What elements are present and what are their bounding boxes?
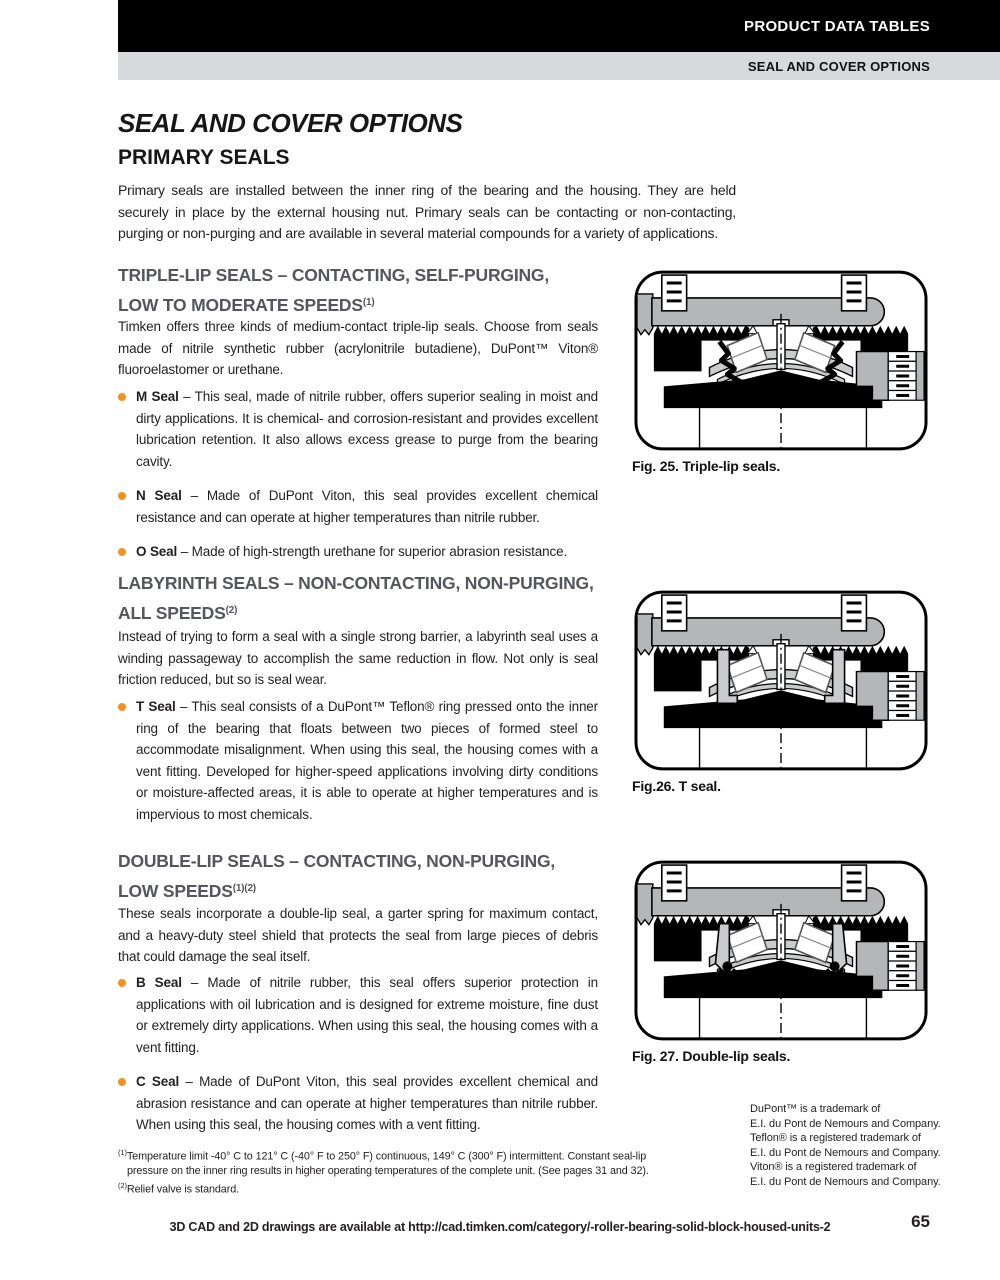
list-item	[118, 541, 598, 563]
bullet-list-labyrinth	[118, 696, 598, 838]
seal-term: C Seal	[136, 1074, 180, 1089]
seal-term: M Seal	[136, 389, 179, 404]
bullet-icon	[118, 393, 126, 401]
footnote-reference: (1)	[362, 297, 375, 308]
footnote-reference: (2)	[225, 605, 238, 616]
trademark-line: Viton® is a registered trademark of	[750, 1161, 917, 1173]
bullet-icon	[118, 492, 126, 500]
bullet-icon	[118, 1078, 126, 1086]
bullet-list-triple-lip	[118, 386, 598, 576]
bullet-list-double-lip	[118, 972, 598, 1149]
footnotes	[118, 1146, 670, 1197]
section-body-labyrinth: Instead of trying to form a seal with a single strong barrier, a labyrinth seal uses a winding passageway to accomplish the same reduction in flow. Not only is seal friction reduced, but so is seal wear.	[118, 629, 598, 687]
header-bar	[118, 0, 1000, 52]
seal-term: B Seal	[136, 975, 182, 990]
seal-description: – This seal consists of a DuPont™ Teflon® ring pressed onto the inner ring of the bearing that floats between two pieces of formed steel to accommodate misalignment. When using this seal, the housing comes with a vent fitting. Developed for higher-speed applications involving dirty conditions or moisture-affected areas, it is able to operate at higher temperatures and is impervious to most chemicals.	[136, 699, 599, 822]
bullet-icon	[118, 548, 126, 556]
heading-line: LABYRINTH SEALS – NON-CONTACTING, NON-PURGING,	[118, 573, 594, 593]
footnote-marker: (1)	[118, 1148, 127, 1157]
footnote-2	[118, 1179, 670, 1197]
section-heading-triple-lip	[118, 262, 618, 319]
figure-triple-lip-seals	[632, 268, 930, 474]
heading-line: TRIPLE-LIP SEALS – CONTACTING, SELF-PURGING,	[118, 265, 549, 285]
section-heading-double-lip	[118, 848, 618, 905]
figure-t-seal	[632, 588, 930, 794]
trademark-line: Teflon® is a registered trademark of	[750, 1132, 921, 1144]
seal-term: N Seal	[136, 488, 182, 503]
seal-description: – Made of nitrile rubber, this seal offers superior protection in applications with oil lubrication and is designed for extreme moisture, fine dust or extremely dirty applications. When using this seal, the housing comes with a vent fitting.	[136, 975, 599, 1055]
list-item	[118, 1071, 598, 1136]
figure-caption: Fig.26. T seal.	[632, 778, 721, 794]
seal-description: – This seal, made of nitrile rubber, offers superior sealing in moist and dirty applications. It is chemical- and corrosion-resistant and provides excellent lubrication retention. It also allows excess grease to purge from the bearing cavity.	[136, 389, 599, 469]
seal-description: – Made of high-strength urethane for superior abrasion resistance.	[177, 544, 568, 559]
seal-description: – Made of DuPont Viton, this seal provides excellent chemical resistance and can operate at higher temperatures than nitrile rubber.	[136, 488, 598, 525]
page-title: SEAL AND COVER OPTIONS	[118, 108, 463, 138]
trademark-line: DuPont™ is a trademark of	[750, 1103, 881, 1115]
page-subtitle: PRIMARY SEALS	[118, 146, 290, 169]
double-lip-seal-diagram	[632, 858, 930, 1043]
figure-double-lip-seals	[632, 858, 930, 1064]
trademark-notice	[750, 1102, 941, 1189]
list-item	[118, 972, 598, 1058]
t-seal-diagram	[632, 588, 930, 773]
subheader-bar	[118, 52, 1000, 80]
triple-lip-seal-diagram	[632, 268, 930, 453]
trademark-line: E.I. du Pont de Nemours and Company.	[750, 1146, 941, 1159]
list-item	[118, 696, 598, 825]
footer-cad-link: 3D CAD and 2D drawings are available at http://cad.timken.com/category/-roller-bearing-solid-block-housed-units-2	[169, 1220, 831, 1234]
footnote-text: Relief valve is standard.	[126, 1183, 239, 1196]
bullet-icon	[118, 979, 126, 987]
trademark-line: E.I. du Pont de Nemours and Company.	[750, 1117, 941, 1130]
footnote-text: Temperature limit -40° C to 121° C (-40° F to 250° F) continuous, 149° C (300° F) intermittent. Constant seal-lip pressure on the inner ring results in higher operating temperatures of the complete unit. (See pages 31 and 32).	[126, 1150, 649, 1178]
seal-description: – Made of DuPont Viton, this seal provides excellent chemical and abrasion resistance and can operate at higher temperatures than nitrile rubber. When using this seal, the housing comes with a vent fitting.	[136, 1074, 599, 1132]
figure-caption: Fig. 25. Triple-lip seals.	[632, 458, 781, 474]
section-heading-labyrinth	[118, 570, 618, 627]
heading-line: DOUBLE-LIP SEALS – CONTACTING, NON-PURGING,	[118, 851, 556, 871]
footnote-reference: (1)(2)	[232, 883, 256, 894]
section-body-triple-lip: Timken offers three kinds of medium-contact triple-lip seals. Choose from seals made of nitrile synthetic rubber (acrylonitrile butadiene), DuPont™ Viton® fluoroelastomer or urethane.	[118, 319, 598, 377]
footnote-marker: (2)	[118, 1180, 127, 1190]
header-primary-label: PRODUCT DATA TABLES	[744, 17, 930, 35]
footnote-1	[118, 1146, 670, 1179]
list-item	[118, 386, 598, 472]
heading-line: ALL SPEEDS	[118, 603, 226, 623]
section-body-double-lip: These seals incorporate a double-lip seal, a garter spring for maximum contact, and a heavy-duty steel shield that protects the seal from large pieces of debris that could damage the seal itself.	[118, 906, 598, 964]
trademark-line: E.I. du Pont de Nemours and Company.	[750, 1175, 941, 1188]
seal-term: T Seal	[136, 699, 176, 714]
intro-paragraph: Primary seals are installed between the inner ring of the bearing and the housing. They are held securely in place by the external housing nut. Primary seals can be contacting or non-contacting, purging or non-purging and are available in several material compounds for a variety of applications.	[118, 182, 736, 241]
heading-line: LOW TO MODERATE SPEEDS	[118, 295, 363, 315]
list-item	[118, 485, 598, 528]
subheader-label: SEAL AND COVER OPTIONS	[747, 58, 930, 74]
bullet-icon	[118, 703, 126, 711]
page-number: 65	[911, 1212, 930, 1231]
seal-term: O Seal	[136, 544, 178, 559]
heading-line: LOW SPEEDS	[118, 881, 233, 901]
figure-caption: Fig. 27. Double-lip seals.	[632, 1048, 791, 1064]
